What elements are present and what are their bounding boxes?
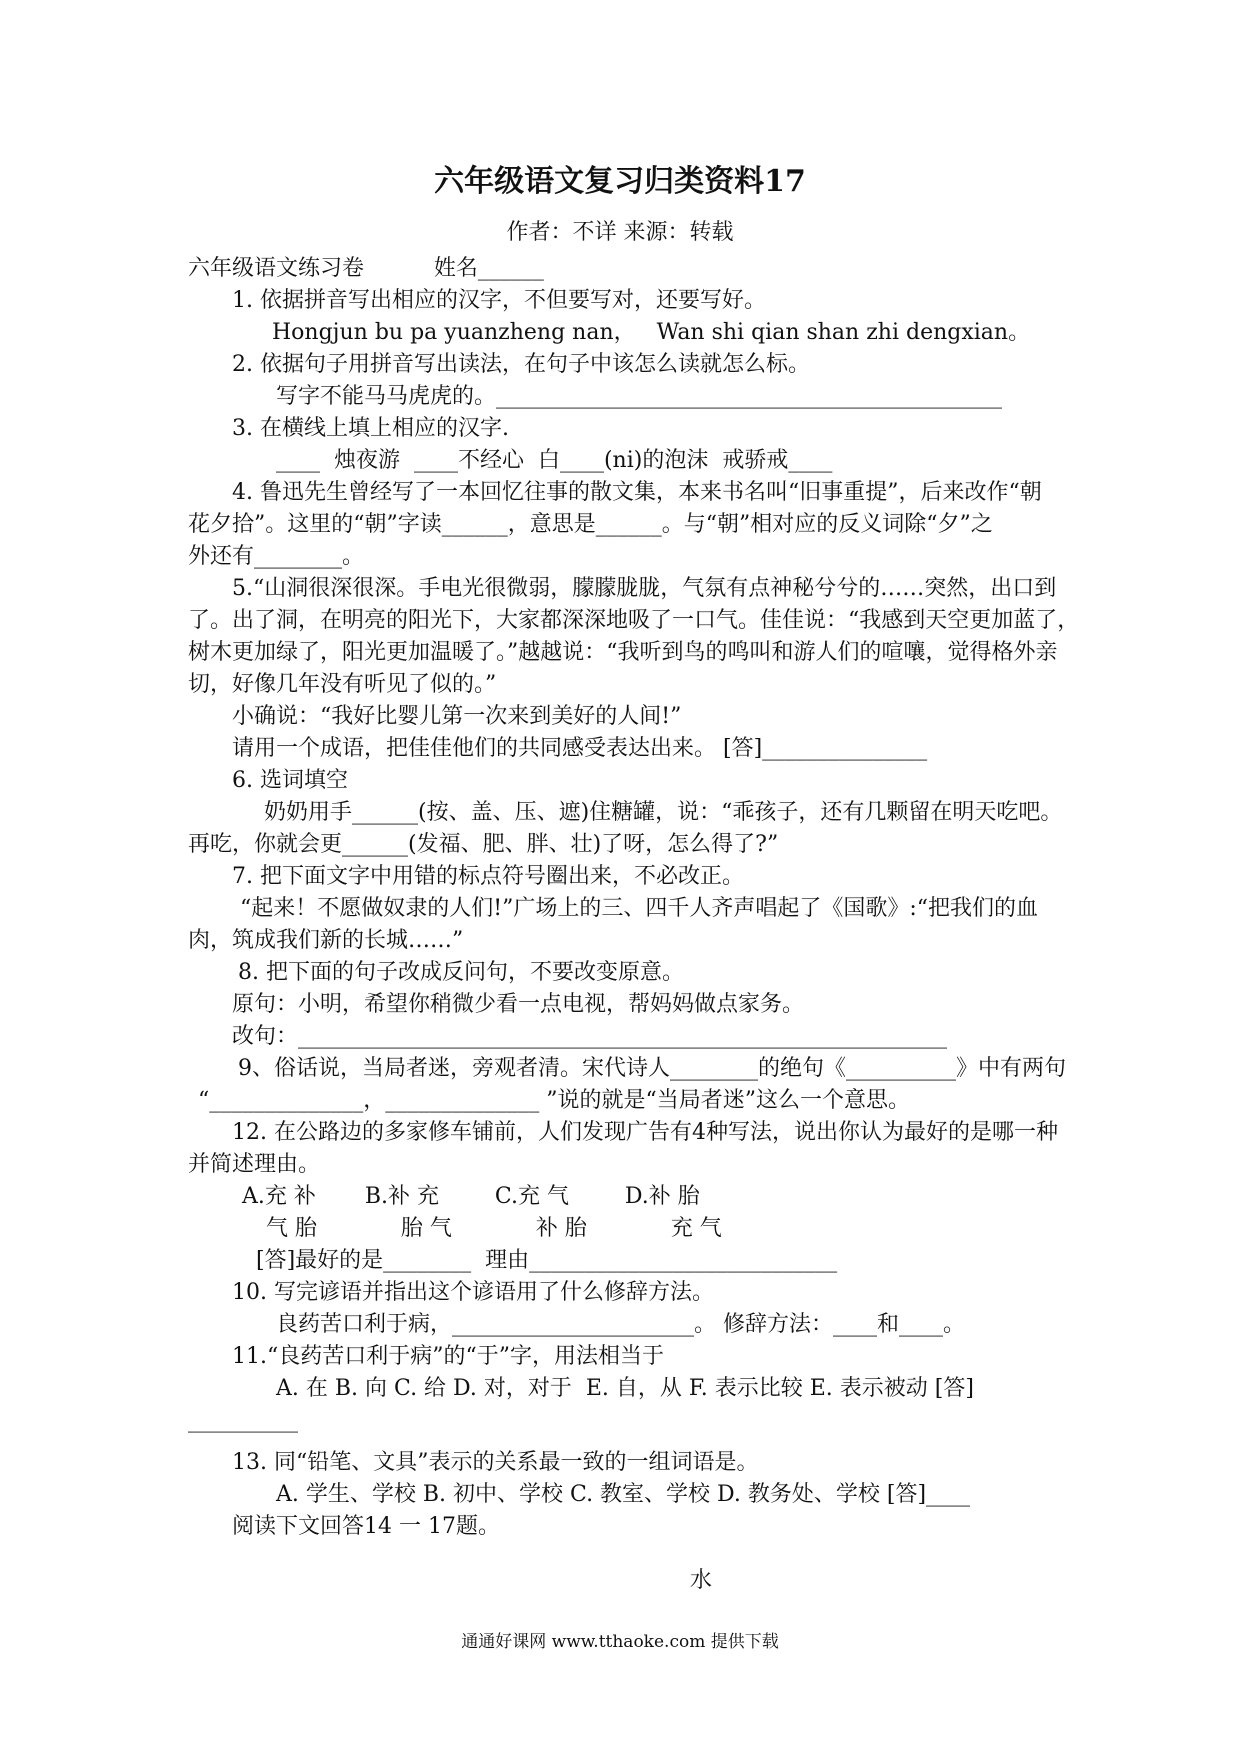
question-1: 1. 依据拼音写出相应的汉字，不但要写对，还要写好。 (232, 288, 766, 313)
question-7-line-1: “起来！不愿做奴隶的人们!”广场上的三、四千人齐声唱起了《国歌》:“把我们的血 (240, 896, 1038, 921)
question-7-line-2: 肉，筑成我们新的长城……” (188, 928, 464, 953)
question-13: 13. 同“铅笔、文具”表示的关系最一致的一组词语是。 (232, 1450, 759, 1475)
question-6-line-1: 奶奶用手______(按、盖、压、遮)住糖罐，说：“乖孩子，还有几颗留在明天吃吧。 (264, 800, 1063, 825)
question-5-line-1: 5.“山洞很深很深。手电光很微弱，朦朦胧胧，气氛有点神秘兮兮的……突然，出口到 (232, 576, 1057, 601)
question-6-line-2: 再吃，你就会更______(发福、肥、胖、壮)了呀，怎么得了?” (188, 832, 779, 857)
question-5-prompt: 请用一个成语，把佳佳他们的共同感受表达出来。 [答]_______________ (232, 736, 928, 761)
question-5-line-4: 切，好像几年没有听见了似的。” (188, 672, 497, 697)
question-6: 6. 选词填空 (232, 768, 348, 793)
question-9-line-2: “______________，______________ ”说的就是“当局者迷”这么一个意思。 (198, 1088, 910, 1113)
question-12-line-2: 并简述理由。 (188, 1152, 321, 1177)
question-12-answer: [答]最好的是________ 理由____________________________ (256, 1248, 838, 1273)
question-12-line-1: 12. 在公路边的多家修车铺前，人们发现广告有4种写法，说出你认为最好的是哪一种 (232, 1120, 1058, 1145)
question-8: 8. 把下面的句子改成反问句，不要改变原意。 (238, 960, 684, 985)
question-13-options: A. 学生、学校 B. 初中、学校 C. 教室、学校 D. 教务处、学校 [答]____ (276, 1482, 971, 1507)
exam-name-line: 六年级语文练习卷 姓名______ (188, 256, 544, 281)
question-2: 2. 依据句子用拼音写出读法，在句子中该怎么读就怎么标。 (232, 352, 810, 377)
question-12-options-row-1: A.充 补 B.补 充 C.充 气 D.补 胎 (242, 1184, 700, 1209)
question-10-line: 良药苦口利于病，______________________。 修辞方法：____和____。 (276, 1312, 965, 1337)
question-12-options-row-2: 气 胎 胎 气 补 胎 充 气 (266, 1216, 722, 1241)
question-7: 7. 把下面文字中用错的标点符号圈出来，不必改正。 (232, 864, 744, 889)
question-4-line-2: 花夕拾”。这里的“朝”字读______，意思是______。与“朝”相对应的反义词除“夕”之 (188, 512, 993, 537)
question-5-line-3: 树木更加绿了，阳光更加温暖了。”越越说：“我听到鸟的鸣叫和游人们的喧嚷，觉得格外亲 (188, 640, 1058, 665)
question-11-options: A. 在 B. 向 C. 给 D. 对，对于 E. 自，从 F. 表示比较 E. 表示被动 [答] (276, 1376, 974, 1401)
question-8-rewrite: 改句：___________________________________________________________ (232, 1024, 948, 1049)
reading-instruction: 阅读下文回答14 一 17题。 (232, 1514, 500, 1539)
question-10: 10. 写完谚语并指出这个谚语用了什么修辞方法。 (232, 1280, 714, 1305)
question-8-original: 原句：小明，希望你稍微少看一点电视，帮妈妈做点家务。 (232, 992, 805, 1017)
reading-passage-title: 水 (690, 1568, 713, 1593)
question-1-pinyin: Hongjun bu pa yuanzheng nan， Wan shi qian shan zhi dengxian。 (272, 320, 1031, 345)
question-3: 3. 在横线上填上相应的汉字. (232, 416, 509, 441)
question-5-line-2: 了。出了洞，在明亮的阳光下，大家都深深地吸了一口气。佳佳说：“我感到天空更加蓝了， (188, 608, 1080, 633)
question-9-line-1: 9、俗话说，当局者迷，旁观者清。宋代诗人________的绝句《__________》中有两句 (238, 1056, 1066, 1081)
question-11: 11.“良药苦口利于病”的“于”字，用法相当于 (232, 1344, 664, 1369)
document-title: 六年级语文复习归类资料17 (434, 164, 806, 199)
question-3-blanks: ____ 烛夜游 ____不经心 白____(ni)的泡沫 戒骄戒____ (276, 448, 833, 473)
question-5-line-5: 小确说：“我好比婴儿第一次来到美好的人间!” (232, 704, 682, 729)
question-4-line-3: 外还有________。 (188, 544, 365, 569)
author-source-line: 作者：不详 来源：转载 (506, 220, 734, 245)
question-2-sentence: 写字不能马马虎虎的。______________________________________________ (276, 384, 1003, 409)
question-11-answer-blank: __________ (188, 1408, 298, 1433)
page-footer: 通通好课网 www.tthaoke.com 提供下载 (461, 1632, 779, 1652)
question-4-line-1: 4. 鲁迅先生曾经写了一本回忆往事的散文集，本来书名叫“旧事重提”，后来改作“朝 (232, 480, 1042, 505)
